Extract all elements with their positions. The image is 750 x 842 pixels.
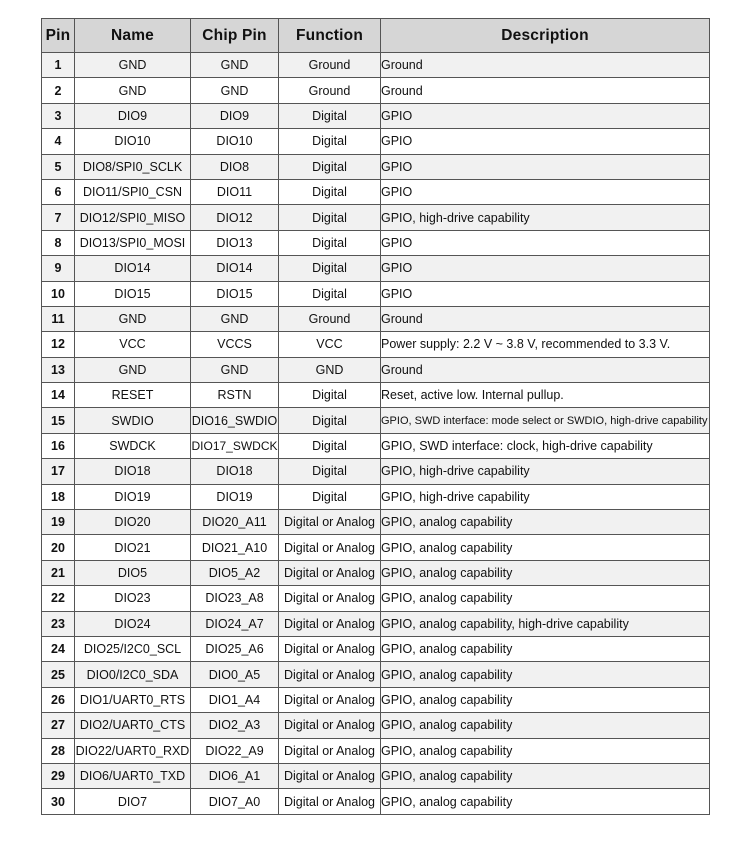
name-cell: VCC	[75, 332, 191, 357]
pin-cell: 27	[42, 713, 75, 738]
pin-cell: 1	[42, 53, 75, 78]
function-cell: Digital or Analog	[279, 687, 381, 712]
table-row	[42, 78, 710, 103]
name-cell: DIO23	[75, 586, 191, 611]
pin-cell: 16	[42, 433, 75, 458]
name-cell: GND	[75, 357, 191, 382]
name-cell: DIO6/UART0_TXD	[75, 763, 191, 788]
name-cell: DIO0/I2C0_SDA	[75, 662, 191, 687]
table-row	[42, 256, 710, 281]
chip-pin-cell: VCCS	[191, 332, 279, 357]
table-row	[42, 484, 710, 509]
function-cell: Digital or Analog	[279, 611, 381, 636]
chip-pin-cell: DIO9	[191, 103, 279, 128]
function-cell: Digital	[279, 433, 381, 458]
pin-cell: 17	[42, 459, 75, 484]
function-cell: Digital	[279, 484, 381, 509]
header-description: Description	[381, 19, 710, 53]
description-cell: GPIO	[381, 281, 710, 306]
chip-pin-cell: DIO1_A4	[191, 687, 279, 712]
description-cell: GPIO, analog capability	[381, 636, 710, 661]
function-cell: GND	[279, 357, 381, 382]
name-cell: SWDIO	[75, 408, 191, 433]
function-cell: Digital or Analog	[279, 763, 381, 788]
header-name: Name	[75, 19, 191, 53]
function-cell: Digital	[279, 408, 381, 433]
name-cell: DIO13/SPI0_MOSI	[75, 230, 191, 255]
function-cell: Ground	[279, 306, 381, 331]
name-cell: SWDCK	[75, 433, 191, 458]
chip-pin-cell: DIO21_A10	[191, 535, 279, 560]
function-cell: Digital or Analog	[279, 586, 381, 611]
pin-cell: 29	[42, 763, 75, 788]
function-cell: Digital or Analog	[279, 789, 381, 814]
function-cell: Digital	[279, 205, 381, 230]
description-cell: GPIO, analog capability	[381, 662, 710, 687]
name-cell: GND	[75, 53, 191, 78]
description-cell: Ground	[381, 357, 710, 382]
description-cell: GPIO	[381, 129, 710, 154]
pin-cell: 18	[42, 484, 75, 509]
description-cell: GPIO, high-drive capability	[381, 459, 710, 484]
table-row	[42, 636, 710, 661]
table-row	[42, 611, 710, 636]
name-cell: DIO14	[75, 256, 191, 281]
function-cell: Ground	[279, 78, 381, 103]
chip-pin-cell: GND	[191, 306, 279, 331]
pin-cell: 13	[42, 357, 75, 382]
description-cell: GPIO, high-drive capability	[381, 205, 710, 230]
chip-pin-cell: DIO7_A0	[191, 789, 279, 814]
pin-cell: 12	[42, 332, 75, 357]
description-cell: Ground	[381, 306, 710, 331]
chip-pin-cell: DIO0_A5	[191, 662, 279, 687]
name-cell: DIO5	[75, 560, 191, 585]
name-cell: DIO20	[75, 510, 191, 535]
chip-pin-cell: DIO12	[191, 205, 279, 230]
function-cell: Digital or Analog	[279, 560, 381, 585]
table-row	[42, 586, 710, 611]
chip-pin-cell: DIO18	[191, 459, 279, 484]
description-cell: GPIO	[381, 179, 710, 204]
table-row	[42, 560, 710, 585]
table-row	[42, 281, 710, 306]
table-row	[42, 687, 710, 712]
description-cell: GPIO	[381, 256, 710, 281]
table-row	[42, 713, 710, 738]
table-row	[42, 433, 710, 458]
chip-pin-cell: DIO14	[191, 256, 279, 281]
chip-pin-cell: DIO6_A1	[191, 763, 279, 788]
name-cell: DIO18	[75, 459, 191, 484]
header-pin: Pin	[42, 19, 75, 53]
description-cell: GPIO, analog capability	[381, 560, 710, 585]
table-row	[42, 53, 710, 78]
function-cell: Digital or Analog	[279, 738, 381, 763]
table-row	[42, 738, 710, 763]
function-cell: Digital or Analog	[279, 535, 381, 560]
name-cell: DIO21	[75, 535, 191, 560]
name-cell: DIO2/UART0_CTS	[75, 713, 191, 738]
name-cell: DIO7	[75, 789, 191, 814]
name-cell: DIO22/UART0_RXD	[75, 738, 191, 763]
chip-pin-cell: DIO22_A9	[191, 738, 279, 763]
function-cell: Digital or Analog	[279, 713, 381, 738]
table-row	[42, 230, 710, 255]
function-cell: Digital	[279, 256, 381, 281]
function-cell: Digital	[279, 281, 381, 306]
chip-pin-cell: DIO5_A2	[191, 560, 279, 585]
description-cell: GPIO, analog capability	[381, 586, 710, 611]
table-row	[42, 332, 710, 357]
function-cell: Digital	[279, 154, 381, 179]
name-cell: DIO25/I2C0_SCL	[75, 636, 191, 661]
function-cell: Digital	[279, 459, 381, 484]
description-cell: Reset, active low. Internal pullup.	[381, 383, 710, 408]
pin-cell: 4	[42, 129, 75, 154]
description-cell: Power supply: 2.2 V ~ 3.8 V, recommended to 3.3 V.	[381, 332, 710, 357]
chip-pin-cell: RSTN	[191, 383, 279, 408]
header-function: Function	[279, 19, 381, 53]
name-cell: DIO1/UART0_RTS	[75, 687, 191, 712]
pin-cell: 19	[42, 510, 75, 535]
function-cell: Ground	[279, 53, 381, 78]
pin-cell: 21	[42, 560, 75, 585]
description-cell: GPIO, analog capability	[381, 789, 710, 814]
name-cell: RESET	[75, 383, 191, 408]
pin-cell: 6	[42, 179, 75, 204]
pin-cell: 23	[42, 611, 75, 636]
name-cell: DIO8/SPI0_SCLK	[75, 154, 191, 179]
description-cell: GPIO, analog capability, high-drive capability	[381, 611, 710, 636]
pin-table	[41, 18, 710, 815]
chip-pin-cell: DIO23_A8	[191, 586, 279, 611]
pin-cell: 3	[42, 103, 75, 128]
pin-cell: 9	[42, 256, 75, 281]
name-cell: GND	[75, 306, 191, 331]
pin-cell: 30	[42, 789, 75, 814]
header-row	[42, 19, 710, 53]
description-cell: GPIO, analog capability	[381, 535, 710, 560]
pin-cell: 24	[42, 636, 75, 661]
table-row	[42, 103, 710, 128]
pin-rows	[42, 53, 710, 815]
table-row	[42, 383, 710, 408]
description-cell: GPIO, analog capability	[381, 510, 710, 535]
chip-pin-cell: DIO15	[191, 281, 279, 306]
chip-pin-cell: GND	[191, 53, 279, 78]
chip-pin-cell: DIO24_A7	[191, 611, 279, 636]
table-row	[42, 459, 710, 484]
pin-cell: 10	[42, 281, 75, 306]
name-cell: DIO24	[75, 611, 191, 636]
chip-pin-cell: DIO17_SWDCK	[191, 433, 279, 458]
description-cell: GPIO	[381, 154, 710, 179]
table-row	[42, 306, 710, 331]
table-row	[42, 535, 710, 560]
pin-cell: 2	[42, 78, 75, 103]
chip-pin-cell: DIO13	[191, 230, 279, 255]
description-cell: Ground	[381, 53, 710, 78]
chip-pin-cell: DIO8	[191, 154, 279, 179]
chip-pin-cell: DIO20_A11	[191, 510, 279, 535]
pin-cell: 26	[42, 687, 75, 712]
table-row	[42, 129, 710, 154]
table-row	[42, 357, 710, 382]
table-row	[42, 179, 710, 204]
table-row	[42, 763, 710, 788]
table-row	[42, 662, 710, 687]
function-cell: Digital or Analog	[279, 636, 381, 661]
name-cell: DIO9	[75, 103, 191, 128]
function-cell: Digital or Analog	[279, 510, 381, 535]
function-cell: Digital	[279, 230, 381, 255]
chip-pin-cell: DIO2_A3	[191, 713, 279, 738]
function-cell: Digital	[279, 129, 381, 154]
pin-cell: 7	[42, 205, 75, 230]
name-cell: DIO15	[75, 281, 191, 306]
function-cell: Digital	[279, 103, 381, 128]
chip-pin-cell: DIO25_A6	[191, 636, 279, 661]
pin-cell: 11	[42, 306, 75, 331]
chip-pin-cell: GND	[191, 78, 279, 103]
pin-cell: 28	[42, 738, 75, 763]
description-cell: GPIO, SWD interface: mode select or SWDIO, high-drive capability	[381, 408, 710, 433]
chip-pin-cell: DIO16_SWDIO	[191, 408, 279, 433]
name-cell: GND	[75, 78, 191, 103]
pin-cell: 25	[42, 662, 75, 687]
description-cell: GPIO, SWD interface: clock, high-drive capability	[381, 433, 710, 458]
description-cell: Ground	[381, 78, 710, 103]
name-cell: DIO12/SPI0_MISO	[75, 205, 191, 230]
pin-cell: 8	[42, 230, 75, 255]
description-cell: GPIO, analog capability	[381, 738, 710, 763]
pin-cell: 15	[42, 408, 75, 433]
table-row	[42, 408, 710, 433]
table-row	[42, 205, 710, 230]
pin-cell: 5	[42, 154, 75, 179]
chip-pin-cell: GND	[191, 357, 279, 382]
pin-cell: 14	[42, 383, 75, 408]
description-cell: GPIO	[381, 230, 710, 255]
description-cell: GPIO, analog capability	[381, 763, 710, 788]
table-row	[42, 154, 710, 179]
chip-pin-cell: DIO11	[191, 179, 279, 204]
chip-pin-cell: DIO10	[191, 129, 279, 154]
table-row	[42, 510, 710, 535]
function-cell: Digital	[279, 383, 381, 408]
chip-pin-cell: DIO19	[191, 484, 279, 509]
name-cell: DIO10	[75, 129, 191, 154]
table-row	[42, 789, 710, 814]
function-cell: VCC	[279, 332, 381, 357]
name-cell: DIO11/SPI0_CSN	[75, 179, 191, 204]
description-cell: GPIO	[381, 103, 710, 128]
name-cell: DIO19	[75, 484, 191, 509]
description-cell: GPIO, analog capability	[381, 713, 710, 738]
header-chip-pin: Chip Pin	[191, 19, 279, 53]
description-cell: GPIO, high-drive capability	[381, 484, 710, 509]
function-cell: Digital or Analog	[279, 662, 381, 687]
pin-cell: 22	[42, 586, 75, 611]
pin-cell: 20	[42, 535, 75, 560]
description-cell: GPIO, analog capability	[381, 687, 710, 712]
function-cell: Digital	[279, 179, 381, 204]
